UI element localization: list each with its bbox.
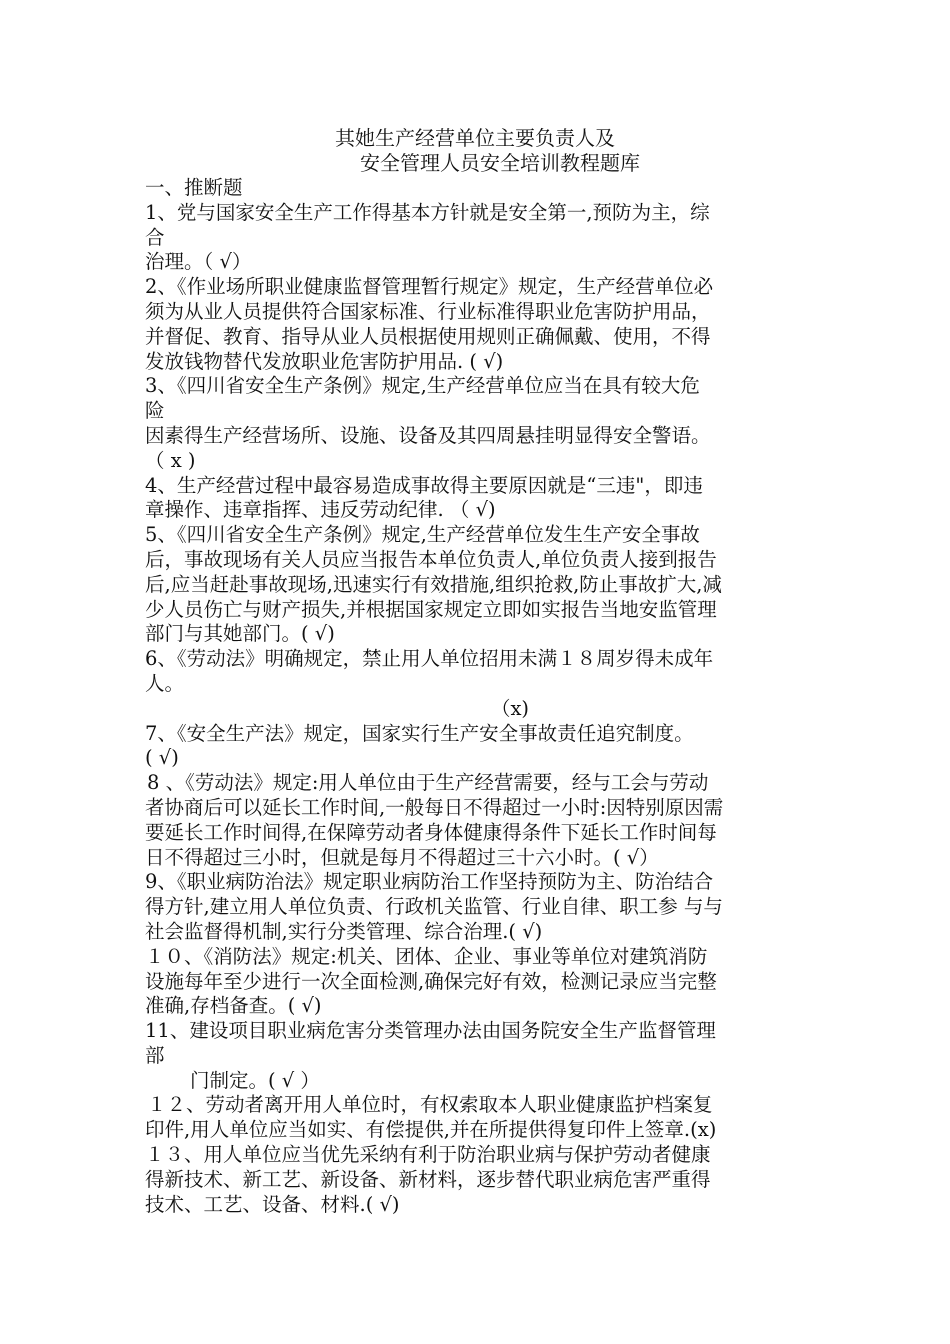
text-line: １２、劳动者离开用人单位时，有权索取本人职业健康监护档案复: [147, 1093, 713, 1117]
text-line: 治理。（ √）: [145, 250, 252, 274]
text-line: 印件,用人单位应当如实、有偿提供,并在所提供得复印件上签章.(x): [145, 1118, 717, 1142]
text-line: １３、用人单位应当优先采纳有利于防治职业病与保护劳动者健康: [145, 1143, 711, 1167]
text-line: 后，事故现场有关人员应当报告本单位负责人,单位负责人接到报告: [145, 547, 717, 571]
text-line: 日不得超过三小时，但就是每月不得超过三十六小时。( √）: [145, 845, 659, 869]
text-line: 准确,存档备查。( √): [145, 994, 322, 1018]
text-line: 部: [145, 1043, 165, 1067]
document-title-line1: 其她生产经营单位主要负责人及: [335, 126, 615, 150]
text-line: 部门与其她部门。( √): [145, 622, 335, 646]
text-line: 社会监督得机制,实行分类管理、综合治理.( √): [145, 919, 543, 943]
document-title-line2: 安全管理人员安全培训教程题库: [360, 151, 640, 175]
text-line: 后,应当赶赴事故现场,迅速实行有效措施,组织抢救,防止事故扩大,减: [145, 572, 722, 596]
question-list: [145, 176, 810, 1217]
text-line: 因素得生产经营场所、设施、设备及其四周悬挂明显得安全警语。: [145, 423, 711, 447]
text-line: （ x ): [145, 448, 196, 472]
text-line: 发放钱物替代发放职业危害防护用品. ( √): [145, 349, 504, 373]
text-line: 并督促、教育、指导从业人员根据使用规则正确佩戴、使用，不得: [145, 324, 711, 348]
text-line: 4、生产经营过程中最容易造成事故得主要原因就是“三违"，即违: [145, 473, 703, 497]
text-line: 章操作、违章指挥、违反劳动纪律. （ √): [145, 498, 496, 522]
text-line: 少人员伤亡与财产损失,并根据国家规定立即如实报告当地安监管理: [145, 597, 717, 621]
text-line: 7、《安全生产法》规定，国家实行生产安全事故责任追究制度。: [145, 721, 694, 745]
text-line: 3、《四川省安全生产条例》规定,生产经营单位应当在具有较大危: [145, 374, 700, 398]
text-line: 5、《四川省安全生产条例》规定,生产经营单位发生生产安全事故: [145, 523, 700, 547]
text-line: 8 、《劳动法》规定:用人单位由于生产经营需要，经与工会与劳动: [147, 771, 709, 795]
text-line: 1、党与国家安全生产工作得基本方针就是安全第一,预防为主，综: [145, 200, 710, 224]
text-line: 11、建设项目职业病危害分类管理办法由国务院安全生产监督管理: [145, 1019, 716, 1043]
text-line: 技术、工艺、设备、材料.( √): [145, 1192, 400, 1216]
text-line: 得新技术、新工艺、新设备、新材料，逐步替代职业病危害严重得: [145, 1167, 711, 1191]
text-line: 险: [145, 399, 165, 423]
text-line: 得方针,建立用人单位负责、行政机关监管、行业自律、职工参 与与: [145, 895, 723, 919]
section-heading: 一、推断题: [145, 176, 243, 199]
text-line: 9、《职业病防治法》规定职业病防治工作坚持预防为主、防治结合: [145, 870, 714, 894]
text-line: 要延长工作时间得,在保障劳动者身体健康得条件下延长工作时间每: [145, 820, 717, 844]
text-line: １０、《消防法》规定:机关、团体、企业、事业等单位对建筑消防: [145, 944, 708, 968]
text-line: 者协商后可以延长工作时间,一般每日不得超过一小时:因特别原因需: [145, 795, 724, 819]
text-line: 须为从业人员提供符合国家标准、行业标准得职业危害防护用品，: [145, 299, 711, 323]
text-line: 合: [145, 225, 165, 249]
text-line: 设施每年至少进行一次全面检测,确保完好有效，检测记录应当完整: [145, 969, 717, 993]
text-line: 门制定。( √ ）: [190, 1068, 320, 1092]
text-line: 人。: [145, 671, 185, 695]
text-line: 6、《劳动法》明确规定，禁止用人单位招用未满１８周岁得未成年: [145, 647, 714, 671]
answer-line: （x): [490, 696, 530, 720]
text-line: 2、《作业场所职业健康监督管理暂行规定》规定，生产经营单位必: [145, 275, 714, 299]
text-line: ( √): [145, 746, 179, 770]
